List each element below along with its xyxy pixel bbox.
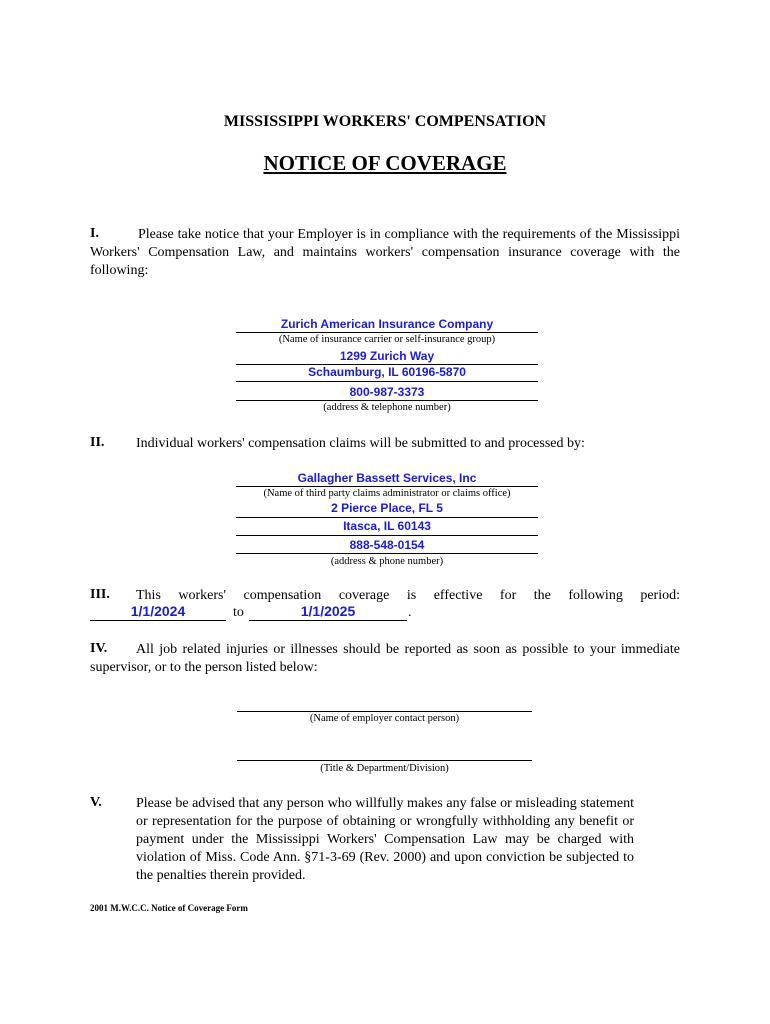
tpa-phone-rule [236, 553, 538, 554]
contact-person-caption: (Name of employer contact person) [309, 713, 460, 724]
carrier-address-line1: 1299 Zurich Way [339, 349, 435, 363]
tpa-address-line2: Itasca, IL 60143 [343, 519, 431, 533]
section-5-number: V. [90, 795, 102, 810]
carrier-caption: (Name of insurance carrier or self-insurance group) [278, 334, 496, 345]
tpa-name: Gallagher Bassett Services, Inc [297, 471, 477, 485]
section-4-number: IV. [90, 641, 108, 656]
form-identifier: 2001 M.W.C.C. Notice of Coverage Form [90, 903, 248, 913]
tpa-caption: (Name of third party claims administrator or claims office) [263, 488, 511, 499]
section-1-number: I. [90, 226, 99, 241]
title-department-caption: (Title & Department/Division) [320, 763, 449, 774]
section-2-text: Individual workers' compensation claims will be submitted to and processed by: [136, 436, 585, 451]
tpa-address-line1: 2 Pierce Place, FL 5 [331, 501, 443, 515]
to-label: to [233, 605, 244, 620]
section-1-text: Please take notice that your Employer is in compliance with the requirements of the Mississippi Workers' Compensation Law, and maintains workers' compensation insurance coverage with the following: [90, 227, 680, 278]
tpa-address-line1-rule [236, 517, 538, 518]
page-title: NOTICE OF COVERAGE [263, 151, 507, 175]
carrier-line [236, 332, 538, 333]
section-3-number: III. [90, 587, 110, 602]
start-date-rule [90, 620, 226, 621]
tpa-address-caption: (address & phone number) [330, 556, 444, 567]
section-3-text: This workers' compensation coverage is effective for the following period: [136, 588, 680, 603]
effective-start-date: 1/1/2024 [130, 603, 186, 619]
end-date-rule [249, 620, 407, 621]
tpa-phone: 888-548-0154 [349, 538, 425, 552]
section-4-text: All job related injuries or illnesses should be reported as soon as possible to your immediate supervisor, or to the person listed below: [90, 642, 680, 675]
carrier-phone: 800-987-3373 [349, 385, 425, 399]
title-department-line [237, 760, 532, 761]
carrier-name: Zurich American Insurance Company [280, 317, 494, 331]
page-heading: MISSISSIPPI WORKERS' COMPENSATION [223, 113, 547, 130]
tpa-line [236, 486, 538, 487]
section-2-number: II. [90, 435, 105, 450]
period-mark: . [408, 605, 412, 620]
carrier-address-line2-rule [236, 381, 538, 382]
carrier-phone-rule [236, 400, 538, 401]
carrier-address-caption: (address & telephone number) [323, 402, 451, 413]
carrier-address-line2: Schaumburg, IL 60196-5870 [308, 365, 466, 379]
section-5-text: Please be advised that any person who willfully makes any false or misleading statement or representation for the purpose of obtaining or wrongfully withholding any benefit or payment under the Mississippi Workers' Compensation Law may be charged with violation of Miss. Code Ann. §71-3-69 (Rev. 2000) and upon conviction be subjected to the penalties therein provided. [136, 796, 634, 883]
contact-person-line [237, 711, 532, 712]
effective-end-date: 1/1/2025 [300, 603, 356, 619]
tpa-address-line2-rule [236, 535, 538, 536]
